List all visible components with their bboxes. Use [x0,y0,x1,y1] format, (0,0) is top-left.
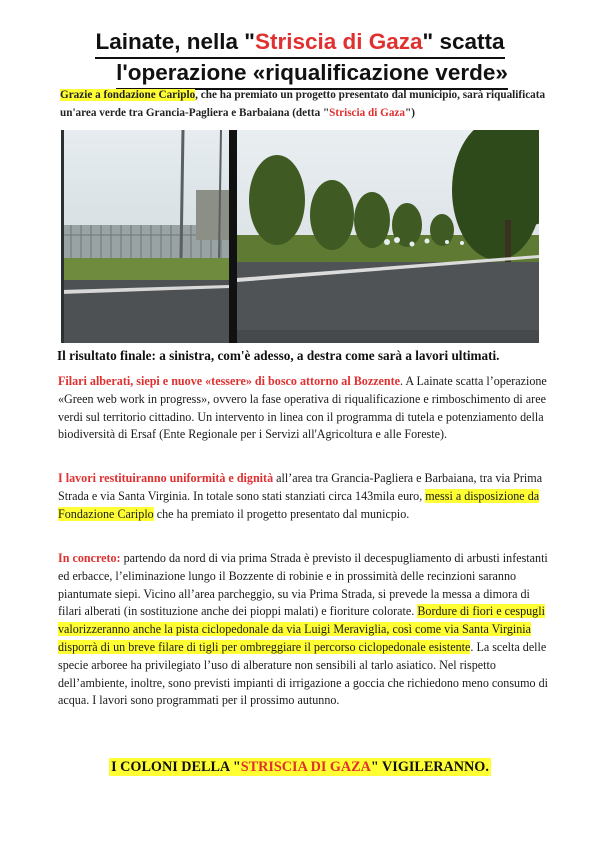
page-title [0,28,600,90]
paragraph-1-lead: Filari alberati, siepi e nuove «tessere» di bosco attorno al Bozzente [58,374,401,388]
paragraph-3-lead: In concreto: [58,551,121,565]
paragraph-1: Filari alberati, siepi e nuove «tessere» di bosco attorno al Bozzente. A Lainate scatta l’operazione «Green web work in progress», ovvero la fase operativa di riqualificazione e rimboschimento di aree verdi sul territorio cittadino. Un intervento in linea con il programma di tutela e potenziamento della biodiversità di Ersaf (Ente Regionale per i Servizi all'Agricoltura e alle Foreste). [58,374,547,442]
title-highlight: Striscia di Gaza [254,29,423,54]
paragraph-2-highlight: messi a disposizione da Fondazione Cariplo [58,488,540,521]
photo-caption: Il risultato finale: a sinistra, com'è adesso, a destra come sarà a lavori ultimati. [57,348,500,363]
paragraph-2: I lavori restituiranno uniformità e dignità all’area tra Grancia-Pagliera e Barbaiana, tra via Prima Strada e via Santa Virginia. In totale sono stati stanziati circa 143mila euro, messi a disposizione da Fondazione Cariplo che ha premiato il progetto presentato dal municpio. [58,471,543,521]
closing-highlight: I COLONI DELLA "STRISCIA DI GAZA" VIGILERANNO. [111,759,489,775]
title-line-2: l'operazione «riqualificazione verde» [116,59,508,90]
intro-paragraph: Grazie a fondazione Cariplo, che ha premiato un progetto presentato dal municipio, sarà riqualificata un'area verde tra Grancia-Pagliera e Barbaiana (detta "Striscia di Gaza") [60,89,546,119]
title-line-1: Lainate, nella "Striscia di Gaza" scatta [95,28,504,59]
closing-red-text: STRISCIA DI GAZA [240,759,371,775]
paragraph-3-highlight: Bordure di fiori e cespugli valorizzeranno anche la pista ciclopedonale da via Luigi Meraviglia, così come via Santa Virginia disporrà di un breve filare di tigli per ombreggiare il percorso ciclopedonale esistente [58,604,545,654]
paragraph-2-lead: I lavori restituiranno uniformità e dignità [58,471,274,485]
closing-statement [0,759,600,776]
intro-red-text: Striscia di Gaza [329,106,405,119]
intro-highlight: Grazie a fondazione Cariplo [60,89,196,101]
paragraph-3: In concreto: partendo da nord di via prima Strada è previsto il decespugliamento di arbusti infestanti ed erbacce, l’eliminazione lungo il Bozzente di robinie e in prossimità delle recinzioni saranno piantumate siepi. Vicino all’area parcheggio, su via Prima Strada, si prevede la messa a dimora di filari alberati (in sostituzione anche dei pioppi malati) e fioriture colorate. Bordure di fiori e cespugli valorizzeranno anche la pista ciclopedonale da via Luigi Meraviglia, così come via Santa Virginia disporrà di un breve filare di tigli per ombreggiare il percorso ciclopedonale esistente. La scelta delle specie arboree ha privilegiato l’uso di alberature non sensibili al tarlo asiatico. Nel rispetto dell’ambiente, inoltre, sono previsti impianti di irrigazione a goccia che richiedono meno consumo di acqua. I lavori sono programmati per il prossimo autunno. [58,551,548,708]
photo-after [237,130,539,343]
comparison-photos [61,130,539,343]
photo-before [61,130,229,343]
photo-separator [229,130,237,343]
